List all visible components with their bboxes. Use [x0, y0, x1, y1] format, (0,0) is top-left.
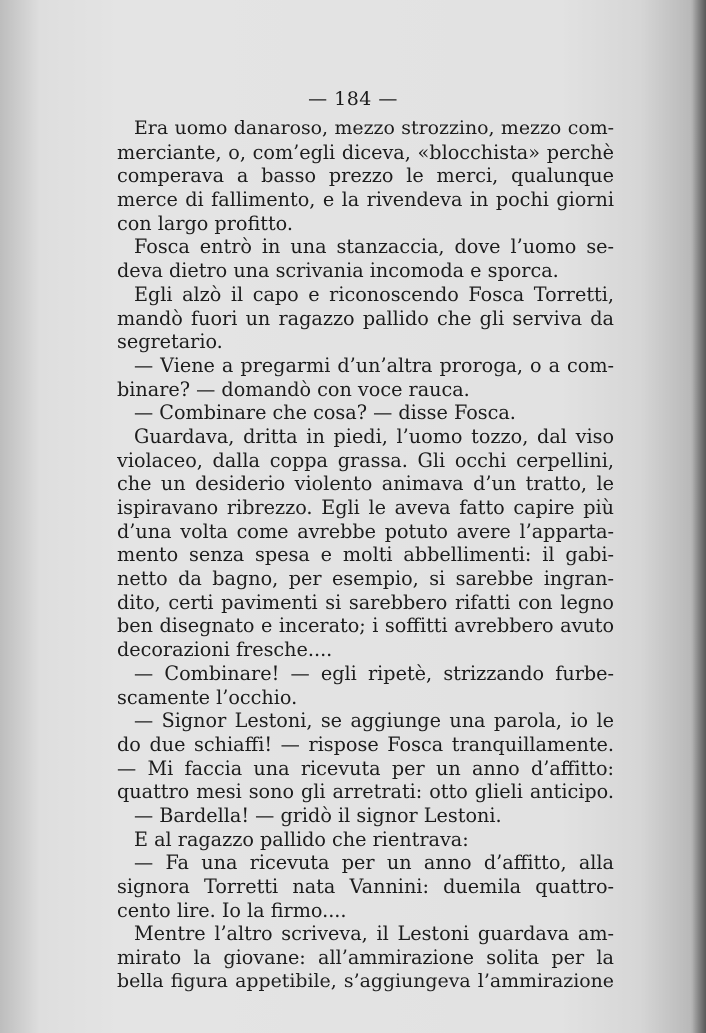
text-line: che un desiderio violento animava d’un tratto, le [117, 472, 614, 496]
text-line: quattro mesi sono gli arretrati: otto glieli anticipo. [117, 780, 614, 804]
text-line: mento senza spesa e molti abbellimenti: il gabi- [117, 543, 614, 567]
text-line: — Signor Lestoni, se aggiunge una parola, io le [134, 709, 614, 733]
text-line: mirato la giovane: all’ammirazione solita per la [117, 946, 614, 970]
text-line: con largo profitto. [117, 211, 293, 235]
text-line: binare? — domandò con voce rauca. [117, 377, 470, 401]
text-line: Guardava, dritta in piedi, l’uomo tozzo, dal viso [134, 424, 614, 448]
body-text [117, 117, 614, 993]
text-line: — Combinare! — egli ripetè, strizzando furbe- [134, 661, 614, 685]
text-line: segretario. [117, 330, 223, 354]
text-line: dito, certi pavimenti si sarebbero rifatti con legno [117, 590, 614, 614]
text-line: mandò fuori un ragazzo pallido che gli serviva da [117, 306, 614, 330]
text-line: merce di fallimento, e la rivendeva in pochi giorni [117, 188, 614, 212]
text-line: do due schiaffi! — rispose Fosca tranquillamente. [117, 732, 614, 756]
text-line: d’una volta come avrebbe potuto avere l’apparta- [117, 519, 614, 543]
text-line: deva dietro una scrivania incomoda e sporca. [117, 259, 559, 283]
text-line: comperava a basso prezzo le merci, qualunque [117, 164, 614, 188]
text-line: — Combinare che cosa? — disse Fosca. [134, 401, 516, 425]
text-line: signora Torretti nata Vannini: duemila quattro- [117, 875, 614, 898]
text-line: violaceo, dalla coppa grassa. Gli occhi cerpellini, [117, 448, 614, 472]
text-line: ispiravano ribrezzo. Egli le aveva fatto capire più [117, 496, 614, 519]
text-line: bella figura appetibile, s’aggiungeva l’ammirazione [117, 969, 614, 992]
text-line: — Viene a pregarmi d’un’altra proroga, o a com- [134, 353, 614, 377]
text-line: scamente l’occhio. [117, 685, 298, 709]
text-line: — Bardella! — gridò il signor Lestoni. [134, 803, 502, 827]
text-line: netto da bagno, per esempio, si sarebbe ingran- [117, 567, 614, 591]
text-line: — Mi faccia una ricevuta per un anno d’affitto: [117, 756, 614, 780]
text-line: merciante, o, com’egli diceva, «blocchista» perchè [117, 140, 614, 164]
text-line: ben disegnato e incerato; i soffitti avrebbero avuto [117, 614, 614, 638]
text-line: Mentre l’altro scriveva, il Lestoni guardava am- [134, 922, 614, 946]
text-line: decorazioni fresche.... [117, 638, 333, 662]
text-line: — Fa una ricevuta per un anno d’affitto, alla [134, 851, 614, 875]
page-edge-shadow [692, 0, 706, 1033]
text-line: Egli alzò il capo e riconoscendo Fosca Torretti, [134, 282, 614, 306]
text-line: E al ragazzo pallido che rientrava: [134, 827, 469, 851]
text-line: Fosca entrò in una stanzaccia, dove l’uomo se- [134, 235, 614, 259]
text-line: cento lire. Io la firmo.... [117, 898, 347, 922]
page-number: — 184 — [308, 88, 398, 110]
text-line: Era uomo danaroso, mezzo strozzino, mezzo com- [134, 117, 614, 139]
